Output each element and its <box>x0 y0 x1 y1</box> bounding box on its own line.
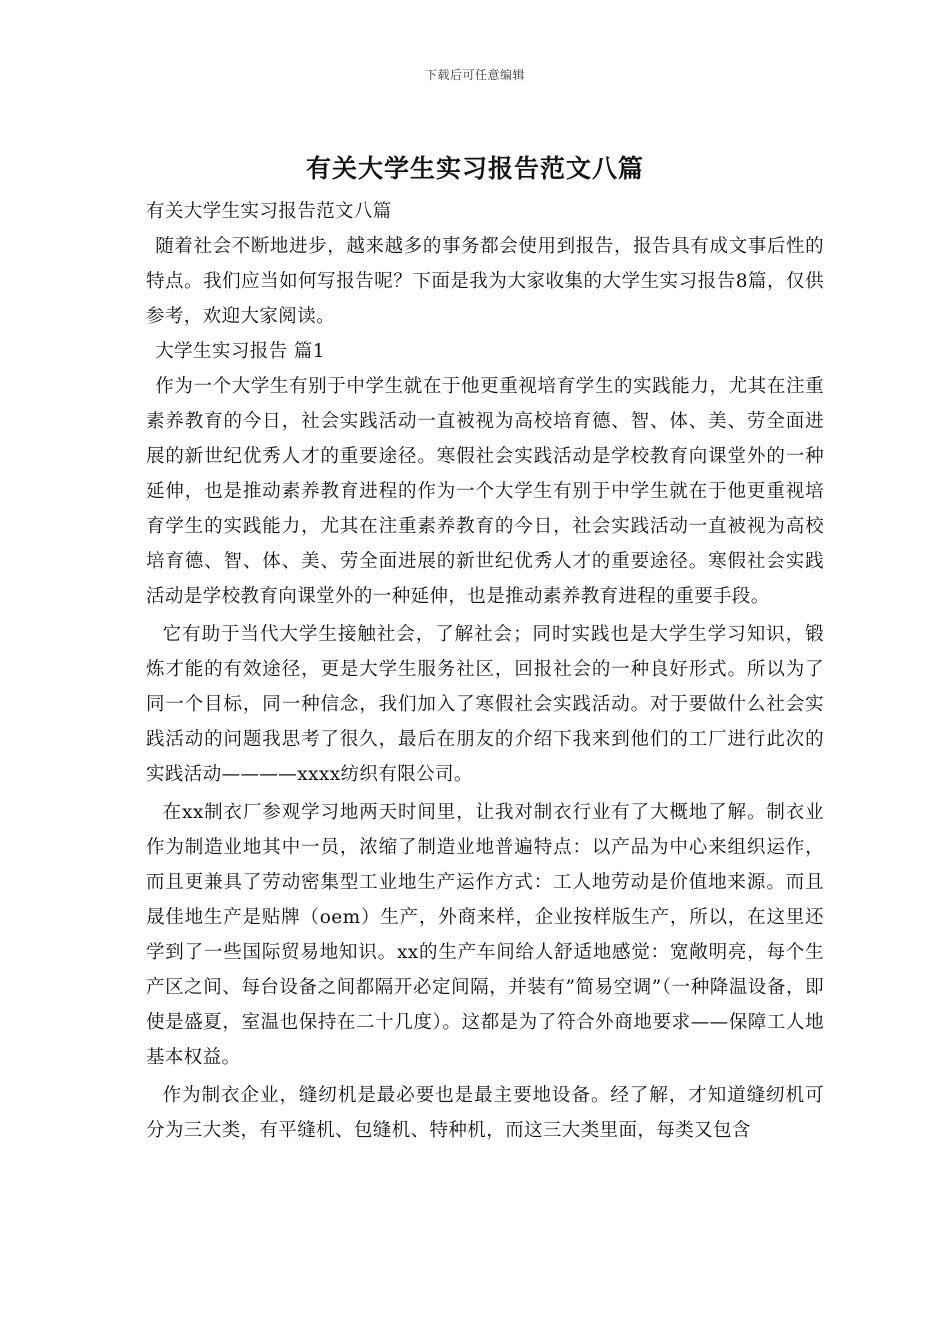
body-paragraph: 作为一个大学生有别于中学生就在于他更重视培育学生的实践能力，尤其在注重素养教育的今日，社会实践活动一直被视为高校培育德、智、体、美、劳全面进展的新世纪优秀人才的重要途径。寒假社会实践活动是学校教育向课堂外的一种延伸，也是推动素养教育进程的作为一个大学生有别于中学生就在于他更重视培育学生的实践能力，尤其在注重素养教育的今日，社会实践活动一直被视为高校培育德、智、体、美、劳全面进展的新世纪优秀人才的重要途径。寒假社会实践活动是学校教育向课堂外的一种延伸，也是推动素养教育进程的重要手段。 <box>146 376 824 607</box>
body-paragraph: 在xx制衣厂参观学习地两天时间里，让我对制衣行业有了大概地了解。制衣业作为制造业地其中一员，浓缩了制造业地普遍特点：以产品为中心来组织运作，而且更兼具了劳动密集型工业地生产运作方式：工人地劳动是价值地来源。而且晟佳地生产是贴牌（oem）生产，外商来样，企业按样版生产，所以，在这里还学到了一些国际贸易地知识。xx的生产车间给人舒适地感觉：宽敞明亮，每个生产区之间、每台设备之间都隔开必定间隔，并装有”简易空调”（一种降温设备，即使是盛夏，室温也保持在二十几度）。这都是为了符合外商地要求——保障工人地基本权益。 <box>146 802 824 1068</box>
subtitle-paragraph: 有关大学生实习报告范文八篇 <box>146 201 392 222</box>
body-paragraph: 作为制衣企业，缝纫机是最必要也是最主要地设备。经了解，才知道缝纫机可分为三大类，有平缝机、包缝机、特种机，而这三大类里面，每类又包含 <box>146 1085 824 1141</box>
document-title: 有关大学生实习报告范文八篇 <box>305 154 644 183</box>
body-paragraph: 它有助于当代大学生接触社会，了解社会；同时实践也是大学生学习知识，锻炼才能的有效途径，更是大学生服务社区，回报社会的一种良好形式。所以为了同一个目标，同一种信念，我们加入了寒假社会实践活动。对于要做什么社会实践活动的问题我思考了很久，最后在朋友的介绍下我来到他们的工厂进行此次的实践活动————xxxx纺织有限公司。 <box>146 624 824 785</box>
document-body <box>146 194 824 1148</box>
intro-paragraph: 随着社会不断地进步，越来越多的事务都会使用到报告，报告具有成文事后性的特点。我们应当如何写报告呢？下面是我为大家收集的大学生实习报告8篇，仅供参考，欢迎大家阅读。 <box>146 236 824 327</box>
header-note: 下载后可任意编辑 <box>424 68 525 82</box>
section-heading: 大学生实习报告 篇1 <box>155 341 325 362</box>
